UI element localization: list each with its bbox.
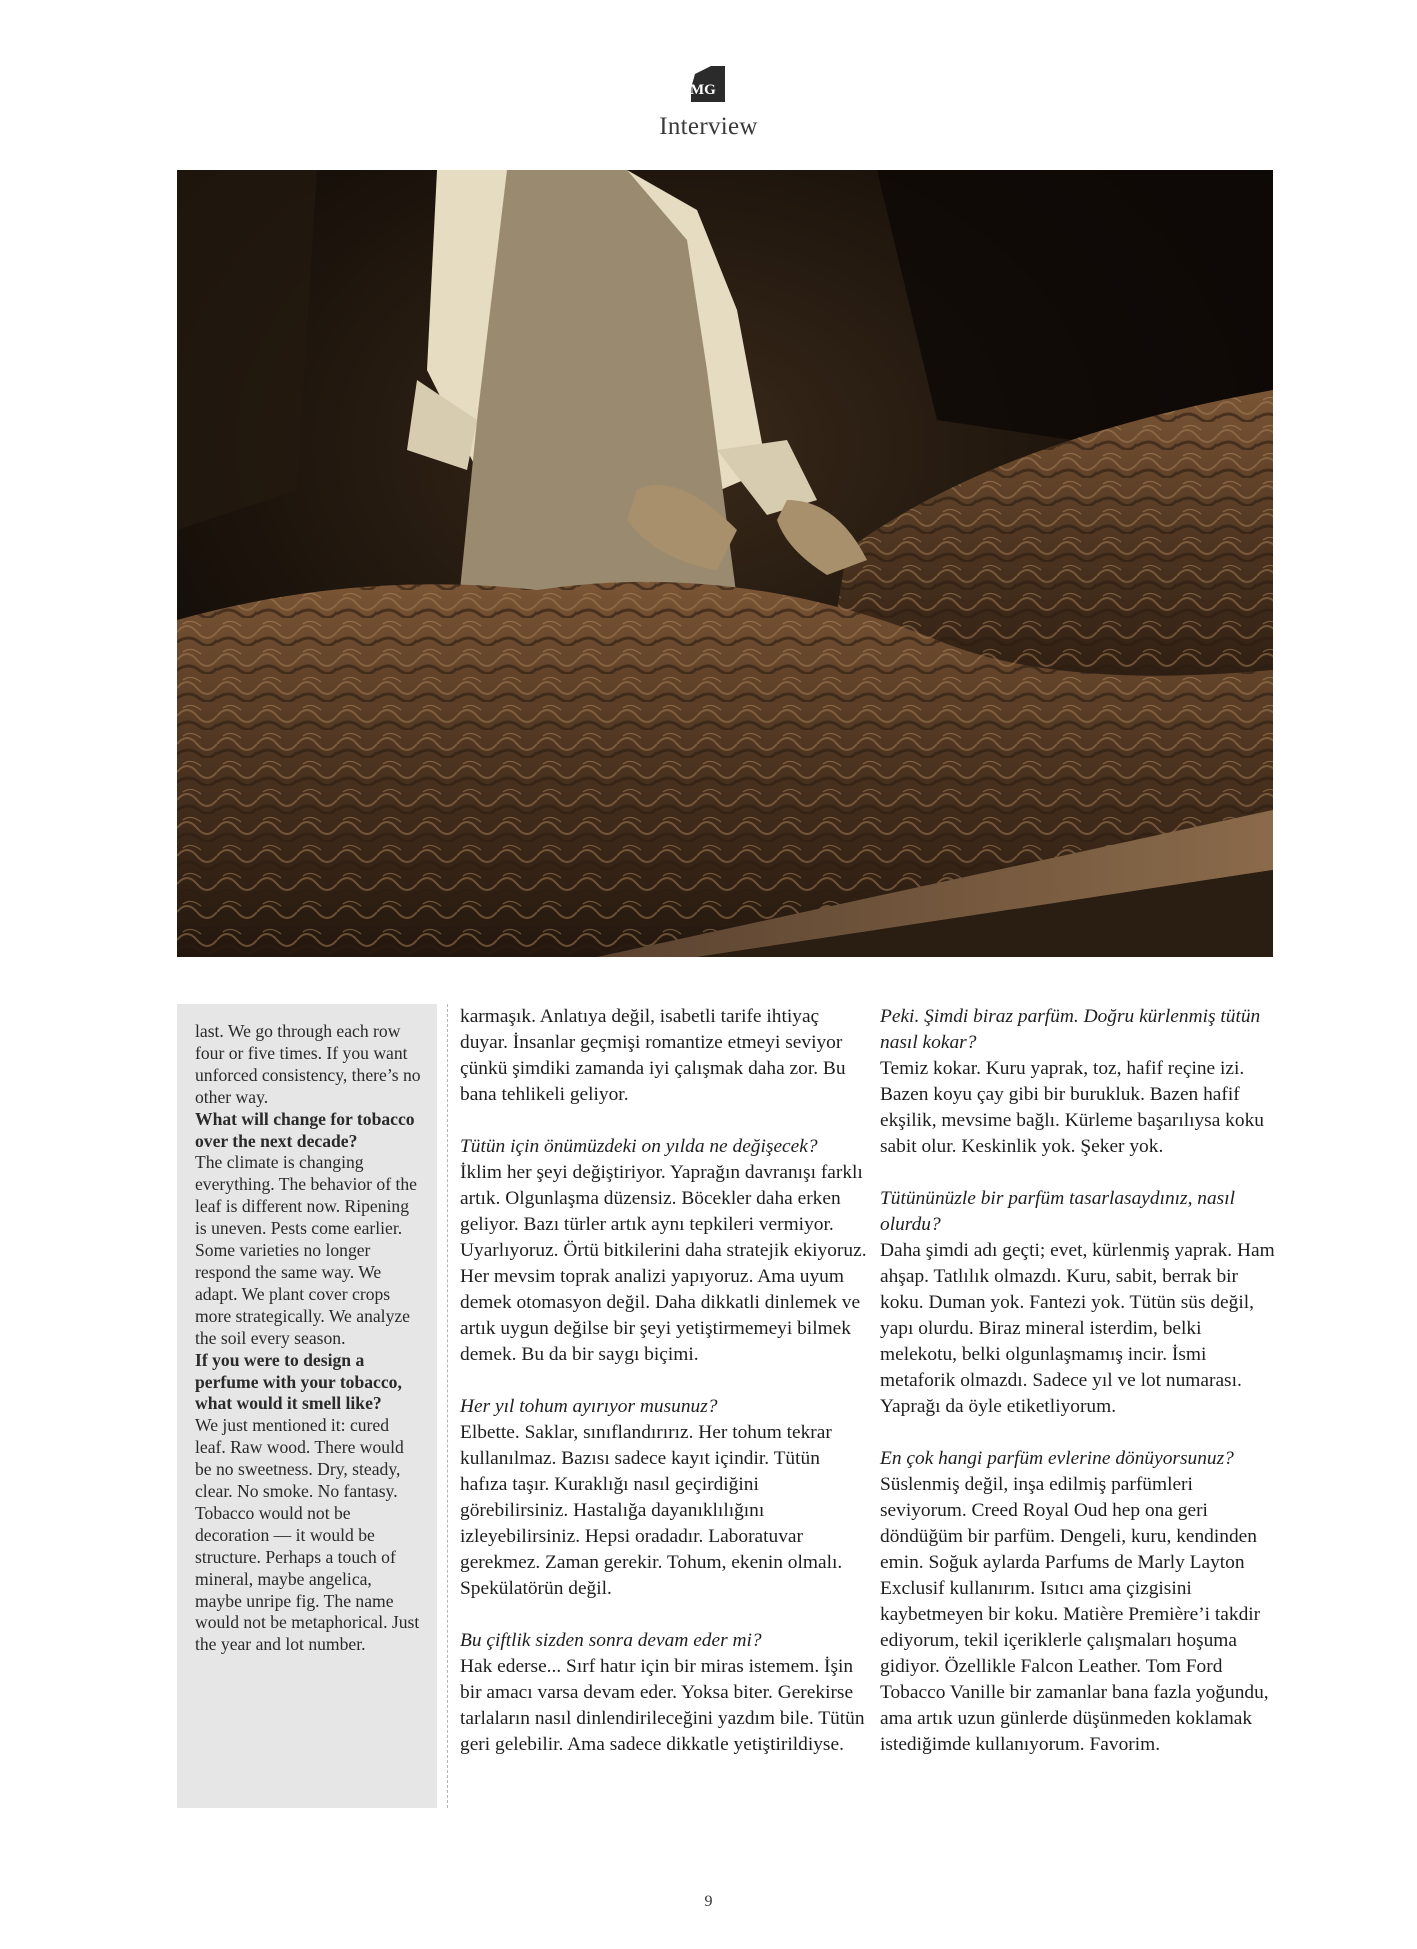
answer-paragraph: Hak ederse... Sırf hatır için bir miras istemem. İşin bir amacı varsa devam eder. Yoksa biter. Gerekirse tarlaların nasıl dinlendirileceğini yazdım bile. Tütün geri gelebilir. Ama sadece dikkatle yetiştirildiyse. [460, 1656, 865, 1755]
column-divider [447, 1004, 448, 1808]
question-paragraph: Bu çiftlik sizden sonra devam eder mi? [460, 1630, 762, 1651]
page-header [0, 64, 1417, 141]
article-column-3 [880, 1004, 1280, 1758]
section-title: Interview [659, 113, 758, 140]
question-paragraph: En çok hangi parfüm evlerine dönüyorsunuz? [880, 1448, 1234, 1469]
answer-paragraph: karmaşık. Anlatıya değil, isabetli tarife ihtiyaç duyar. İnsanlar geçmişi romantize etmeyi seviyor çünkü şimdiki zamanda iyi çalışmak daha zor. Bu bana tehlikeli geliyor. [460, 1006, 846, 1105]
answer-paragraph: Temiz kokar. Kuru yaprak, toz, hafif reçine izi. Bazen koyu çay gibi bir burukluk. Bazen hafif ekşilik, mevsime bağlı. Kürleme başarılıysa koku sabit olur. Keskinlik yok. Şeker yok. [880, 1058, 1264, 1157]
question-paragraph: Tütün için önümüzdeki on yılda ne değişecek? [460, 1136, 818, 1157]
sidebar-answer: The climate is changing everything. The behavior of the leaf is different now. Ripening is uneven. Pests come earlier. Some varieties no longer respond the same way. We adapt. We plant cover crops more strategically. We analyze the soil every season. [195, 1152, 417, 1348]
sidebar-question: If you were to design a perfume with your tobacco, what would it smell like? [195, 1349, 402, 1414]
answer-paragraph: İklim her şeyi değiştiriyor. Yaprağın davranışı farklı artık. Olgunlaşma düzensiz. Böcekler daha erken geliyor. Bazı türler artık aynı tepkileri vermiyor. Uyarlıyoruz. Örtü bitkilerini daha stratejik ekiyoruz. Her mevsim toprak analizi yapıyoruz. Ama uyum demek otomasyon değil. Daha dikkatli dinlemek ve artık uygun değilse bir şeyi yetiştirmemeyi bilmek demek. Bu da bir saygı biçimi. [460, 1162, 867, 1365]
question-paragraph: Tütününüzle bir parfüm tasarlasaydınız, nasıl olurdu? [880, 1188, 1235, 1235]
sidebar-answer: last. We go through each row four or five times. If you want unforced consistency, there’s no other way. [195, 1021, 421, 1107]
answer-paragraph: Daha şimdi adı geçti; evet, kürlenmiş yaprak. Ham ahşap. Tatlılık olmazdı. Kuru, sabit, berrak bir koku. Duman yok. Fantezi yok. Tütün süs değil, yapı olurdu. Biraz mineral isterdim, belki melekotu, belki olgunlaşmamış incir. İsmi metaforik olmazdı. Sadece yıl ve lot numarası. Yaprağı da öyle etiketliyorum. [880, 1240, 1275, 1417]
question-paragraph: Peki. Şimdi biraz parfüm. Doğru kürlenmiş tütün nasıl kokar? [880, 1006, 1261, 1053]
page-number: 9 [704, 1893, 713, 1910]
tobacco-photo [177, 170, 1273, 957]
article-column-2 [460, 1004, 870, 1758]
paragraph-gap [460, 1108, 870, 1134]
logo-text: MG [689, 82, 716, 98]
sidebar-interview-excerpt [177, 1004, 437, 1808]
paragraph-gap [460, 1368, 870, 1394]
paragraph-gap [880, 1420, 1280, 1446]
answer-paragraph: Elbette. Saklar, sınıflandırırız. Her tohum tekrar kullanılmaz. Bazısı sadece kayıt içindir. Tütün hafıza taşır. Kuraklığı nasıl geçirdiğini görebilirsiniz. Hastalığa dayanıklılığını izleyebilirsiniz. Hepsi oradadır. Laboratuvar gerekmez. Zaman gerekir. Tohum, ekenin olmalı. Spekülatörün değil. [460, 1422, 843, 1599]
magazine-logo [687, 64, 731, 104]
paragraph-gap [460, 1602, 870, 1628]
sidebar-answer: We just mentioned it: cured leaf. Raw wood. There would be no sweetness. Dry, steady, clear. No smoke. No fantasy. Tobacco would not be decoration — it would be structure. Perhaps a touch of mineral, maybe angelica, maybe unripe fig. The name would not be metaphorical. Just the year and lot number. [195, 1415, 420, 1655]
question-paragraph: Her yıl tohum ayırıyor musunuz? [460, 1396, 718, 1417]
sidebar-question: What will change for tobacco over the next decade? [195, 1108, 415, 1151]
paragraph-gap [880, 1160, 1280, 1186]
answer-paragraph: Süslenmiş değil, inşa edilmiş parfümleri seviyorum. Creed Royal Oud hep ona geri döndüğüm bir parfüm. Dengeli, kuru, kendinden emin. Soğuk aylarda Parfums de Marly Layton Exclusif kullanırım. Isıtıcı ama çizgisini kaybetmeyen bir koku. Matière Première’i takdir ediyorum, tekil içeriklerle çalışmaları hoşuma gidiyor. Özellikle Falcon Leather. Tom Ford Tobacco Vanille bir zamanlar bana fazla yoğundu, ama artık uzun günlerde düşünmeden koklamak istediğimde kullanıyorum. Favorim. [880, 1474, 1269, 1755]
